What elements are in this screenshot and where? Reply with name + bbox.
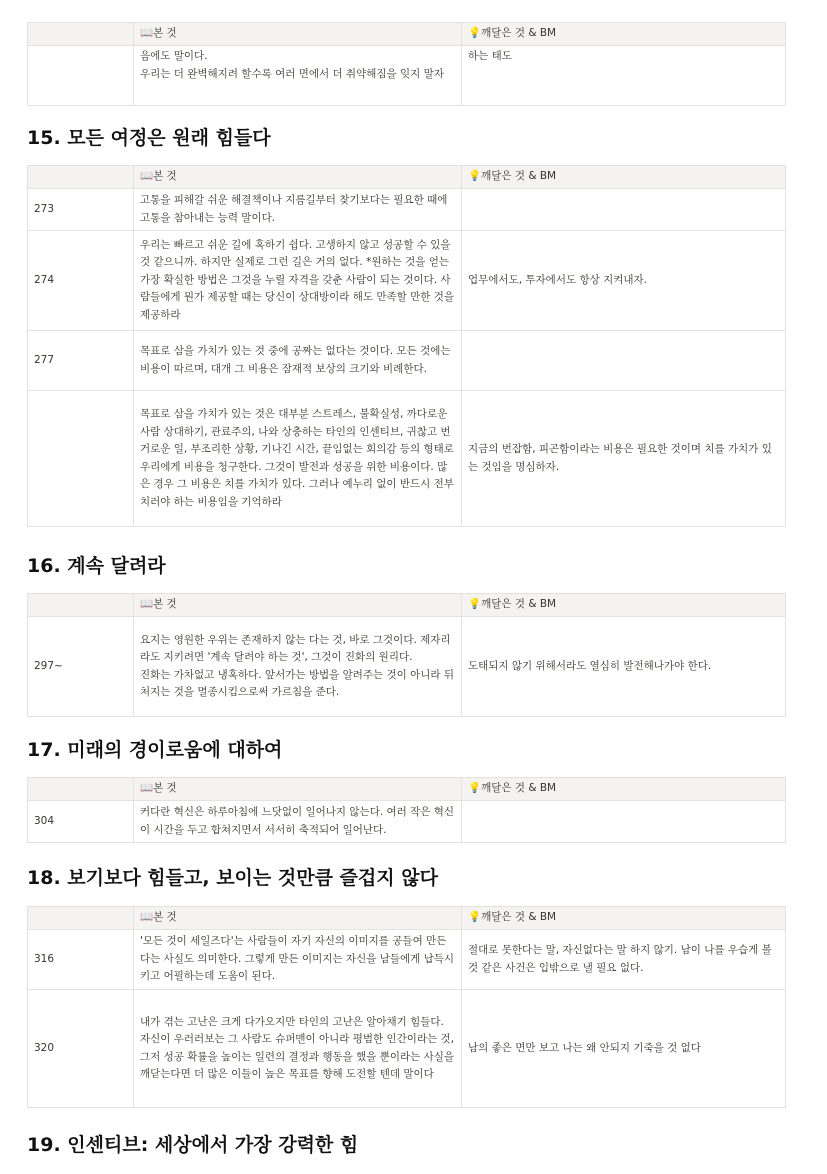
read-line: 자신이 우러러보는 그 사람도 슈퍼맨이 아니라 평범한 인간이라는 것, 그저 성공 확률을 높이는 일련의 결정과 행동을 했을 뿐이라는 사실을 깨닫는다면 더 많은 이들이 높은 목표를 향해 도전할 텐데 말이다 [140,1033,455,1080]
header-empty-cell [28,23,134,46]
read-cell: 목표로 삼을 가치가 있는 것은 대부분 스트레스, 불확실성, 까다로운 사람 상대하기, 관료주의, 나와 상충하는 타인의 인센티브, 귀찮고 번거로운 일, 부조리한 상황, 기나긴 시간, 끝임없는 회의감 등의 형태로 우리에게 비용을 청구한다. 그것이 발전과 성공을 위한 비용이다. 많은 경우 그 비용은 치를 가치가 있다. 그러나 예누리 없이 반드시 전부 치러야 하는 비용임을 기억하라 [134,391,462,527]
learn-cell: 하는 태도 [462,46,786,106]
table-row [28,990,786,1108]
header-learn-cell [462,907,786,930]
table-row [28,801,786,843]
read-cell: 고통을 피해갈 쉬운 해결책이나 지름길부터 찾기보다는 필요한 때에 고통을 참아내는 능력 말이다. [134,189,462,231]
lightbulb-icon: 💡깨달은 것 & BM [468,911,557,924]
header-read-cell [134,23,462,46]
section-heading-15: 15. 모든 여정은 원래 힘들다 [27,127,271,149]
notes-table-16 [27,593,786,717]
read-line: 우리는 더 완벽해지려 할수록 여러 면에서 더 취약해짐을 잊지 말자 [140,67,444,80]
header-learn-cell [462,23,786,46]
table-header-row [28,778,786,801]
lightbulb-icon: 💡깨달은 것 & BM [468,170,557,183]
table-row [28,231,786,331]
read-line: 요지는 영원한 우위는 존재하지 않는 다는 것, 바로 그것이다. 제자리라도 지키려면 '계속 달려야 하는 것', 그것이 진화의 원리다. [140,633,451,663]
page-number-cell: 274 [28,231,134,331]
page-number-cell: 273 [28,189,134,231]
learn-cell: 남의 좋은 면만 보고 나는 왜 안되지 기죽을 것 없다 [462,990,786,1108]
section-heading-17: 17. 미래의 경이로움에 대하여 [27,739,283,761]
notes-table-17 [27,777,786,843]
book-icon: 📖본 것 [140,170,177,183]
read-line: 진화는 가차없고 냉혹하다. 앞서가는 방법을 알려주는 것이 아니라 뒤처지는 것을 멸종시킴으로써 가르침을 준다. [140,668,455,698]
notes-table-15 [27,165,786,527]
header-learn-cell [462,166,786,189]
table-row [28,930,786,990]
book-icon: 📖본 것 [140,598,177,611]
page-number-cell: 304 [28,801,134,843]
learn-cell: 도태되지 않기 위해서라도 열심히 발전해나가야 한다. [462,617,786,717]
page-number-cell [28,391,134,527]
read-cell: 커다란 혁신은 하루아침에 느닷없이 일어나지 않는다. 여러 작은 혁신이 시간을 두고 합쳐지면서 서서히 축적되어 일어난다. [134,801,462,843]
book-icon: 📖본 것 [140,27,177,40]
lightbulb-icon: 💡깨달은 것 & BM [468,782,557,795]
read-cell: '모든 것이 세일즈다'는 사람들이 자기 자신의 이미지를 공들여 만든다는 사실도 의미한다. 그렇게 만든 이미지는 자신을 남들에게 납득시키고 어필하는데 도움이 된다. [134,930,462,990]
header-learn-cell [462,778,786,801]
header-empty-cell [28,166,134,189]
read-cell [134,617,462,717]
header-read-cell [134,594,462,617]
section-heading-16: 16. 계속 달려라 [27,555,166,577]
section-heading-18: 18. 보기보다 힘들고, 보이는 것만큼 즐겁지 않다 [27,867,438,889]
read-cell [134,990,462,1108]
table-row [28,391,786,527]
notes-table-18 [27,906,786,1108]
page-number-cell [28,46,134,106]
table-row [28,331,786,391]
table-row [28,46,786,106]
header-read-cell [134,907,462,930]
read-cell [134,46,462,106]
learn-cell: 절대로 못한다는 말, 자신없다는 말 하지 않기. 남이 나를 우습게 볼 것 같은 사건은 입밖으로 낼 필요 없다. [462,930,786,990]
page-number-cell: 320 [28,990,134,1108]
table-header-row [28,166,786,189]
page-number-cell: 297~ [28,617,134,717]
learn-cell [462,189,786,231]
read-cell: 목표로 삼을 가치가 있는 것 중에 공짜는 없다는 것이다. 모든 것에는 비용이 따르며, 대개 그 비용은 잠재적 보상의 크기와 비례한다. [134,331,462,391]
page-number-cell: 277 [28,331,134,391]
table-header-row [28,23,786,46]
table-header-row [28,907,786,930]
header-empty-cell [28,778,134,801]
header-read-cell [134,166,462,189]
learn-cell: 지금의 번잡함, 피곤함이라는 비용은 필요한 것이며 치를 가치가 있는 것임을 명심하자. [462,391,786,527]
learn-cell [462,801,786,843]
book-icon: 📖본 것 [140,782,177,795]
lightbulb-icon: 💡깨달은 것 & BM [468,598,557,611]
lightbulb-icon: 💡깨달은 것 & BM [468,27,557,40]
page-number-cell: 316 [28,930,134,990]
learn-cell [462,331,786,391]
section-heading-19: 19. 인센티브: 세상에서 가장 강력한 힘 [27,1134,359,1156]
learn-cell: 업무에서도, 투자에서도 항상 지켜내자. [462,231,786,331]
header-empty-cell [28,907,134,930]
read-line: 음에도 말이다. [140,50,208,62]
table-row [28,617,786,717]
read-cell: 우리는 빠르고 쉬운 길에 혹하기 쉽다. 고생하지 않고 성공할 수 있을 것 같으니까. 하지만 실제로 그런 길은 거의 없다. *원하는 것을 얻는 가장 확실한 방법은 그것을 누릴 자격을 갖춘 사람이 되는 것이다. 사람들에게 뭔가 제공할 때는 당신이 상대방이라 해도 만족할 만한 것을 제공하라 [134,231,462,331]
table-header-row [28,594,786,617]
header-empty-cell [28,594,134,617]
read-line: 내가 겪는 고난은 크게 다가오지만 타인의 고난은 알아채기 힘들다. [140,1015,444,1028]
table-row [28,189,786,231]
notes-table-continued [27,22,786,106]
header-learn-cell [462,594,786,617]
book-icon: 📖본 것 [140,911,177,924]
header-read-cell [134,778,462,801]
